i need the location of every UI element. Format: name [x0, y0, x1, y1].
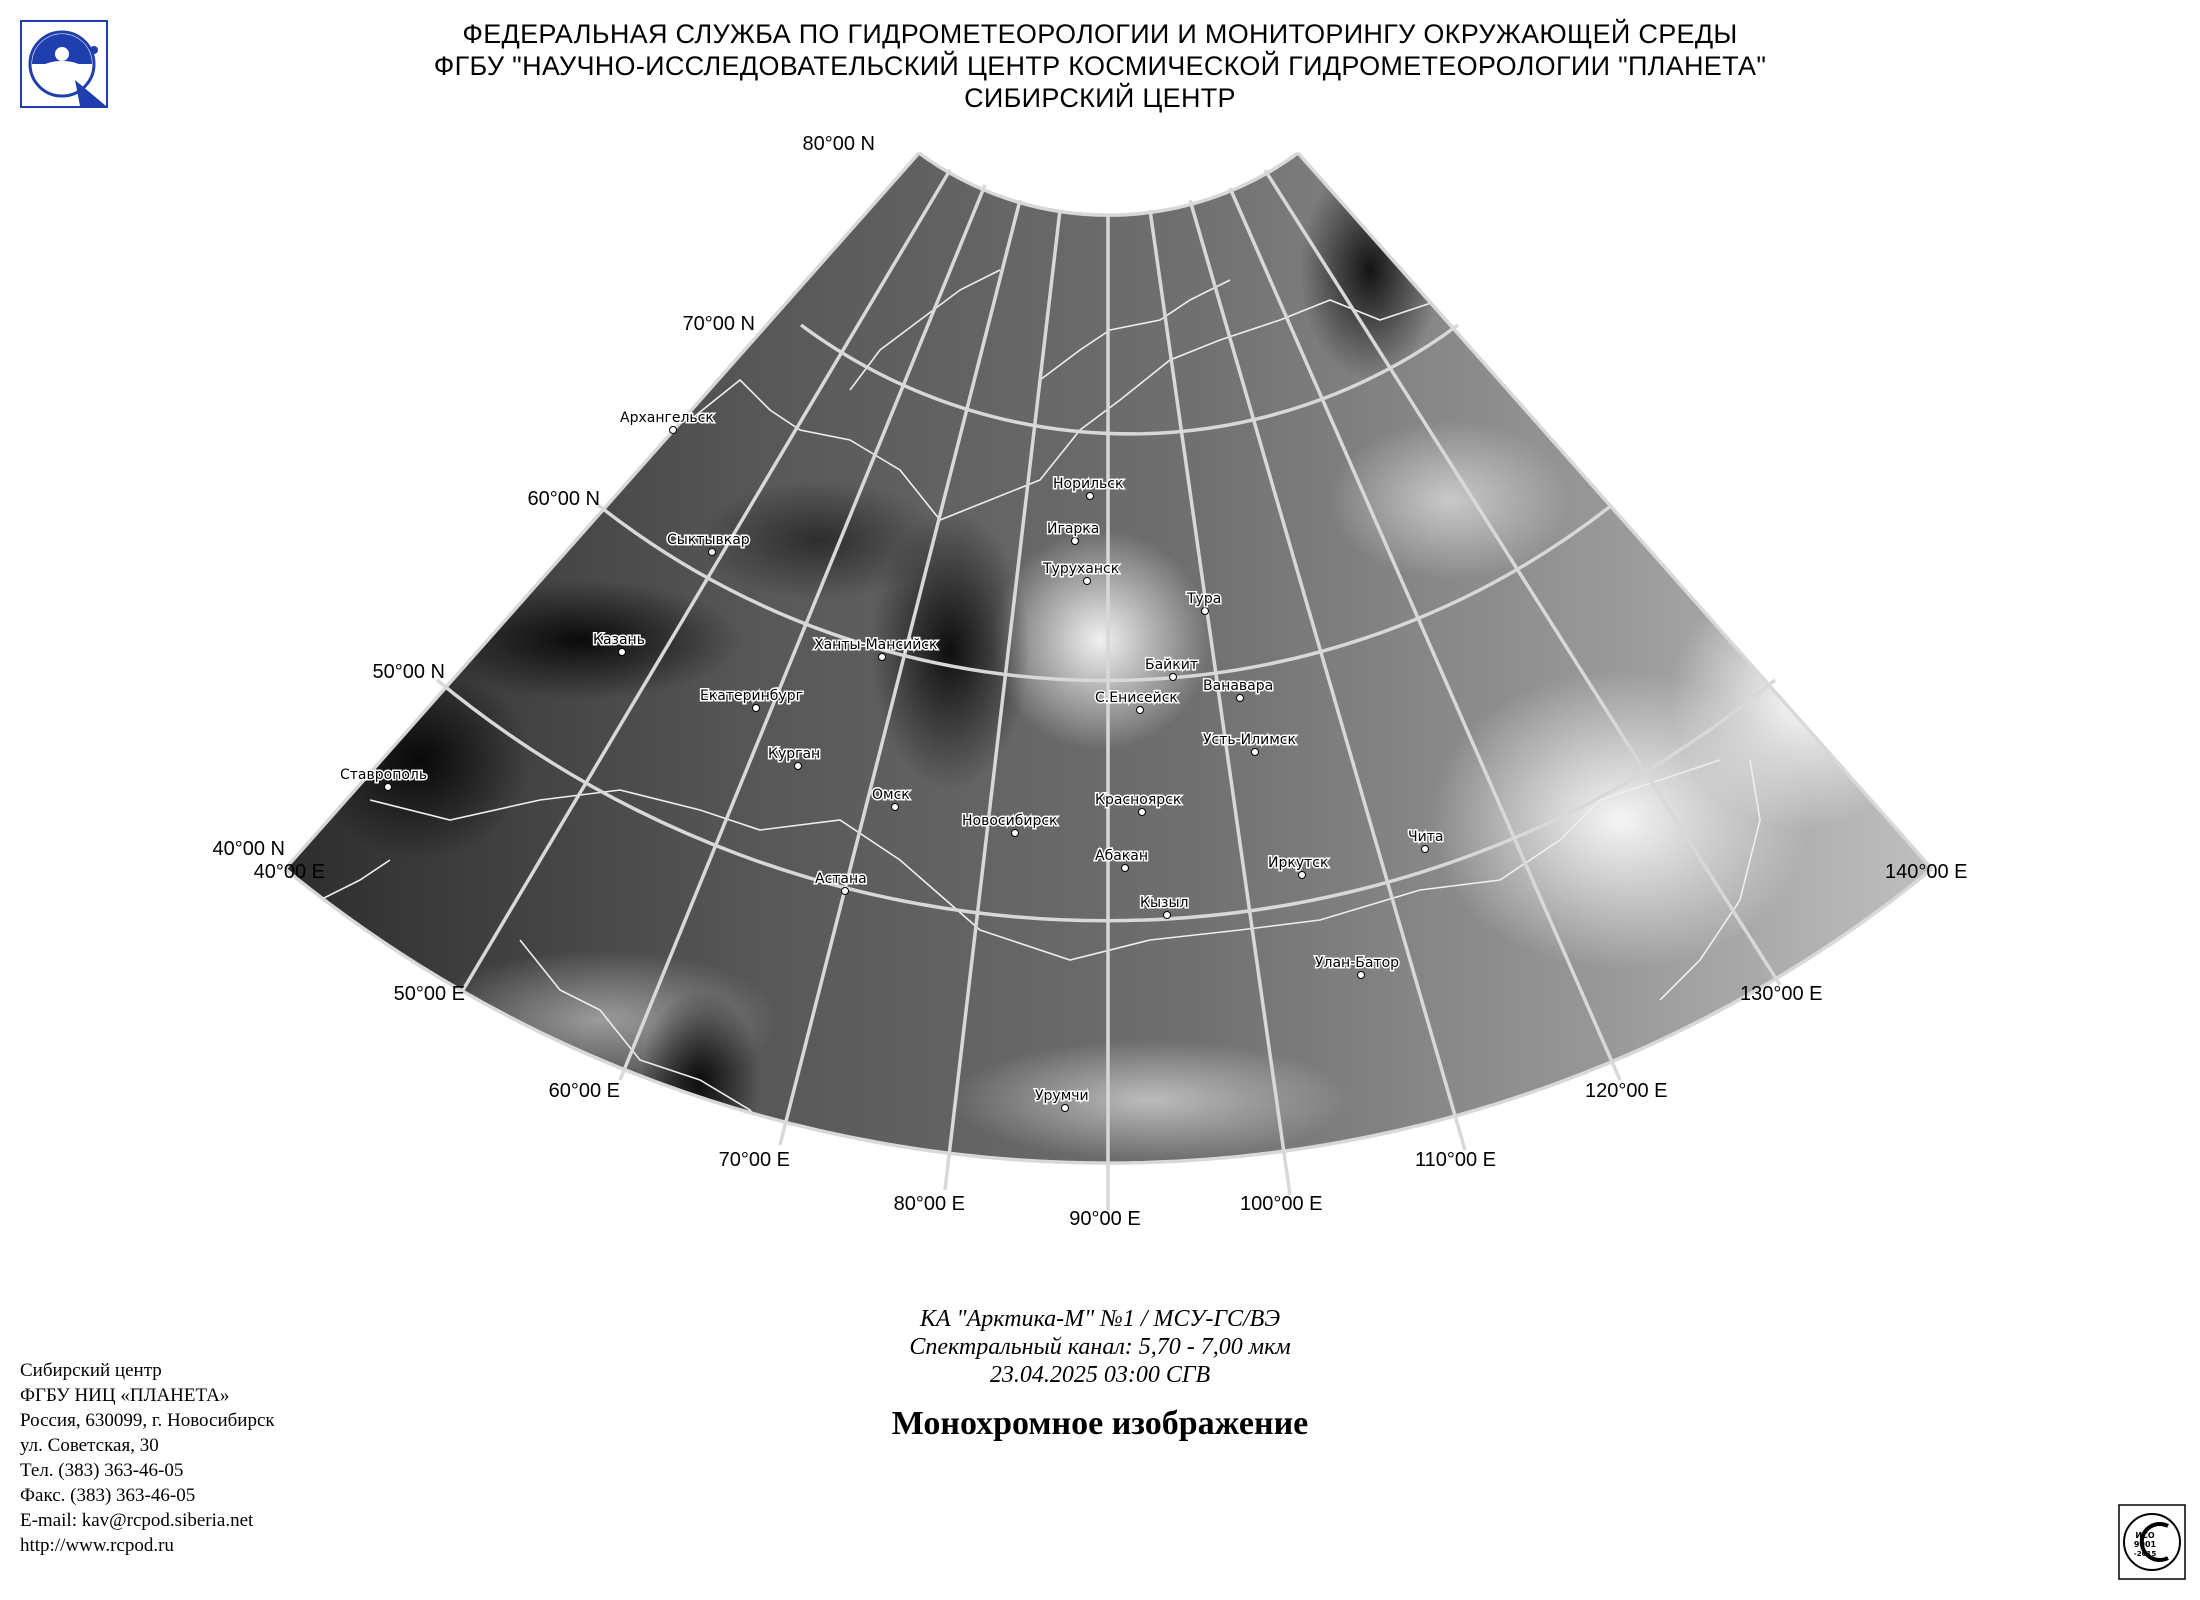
caption-channel: Спектральный канал: 5,70 - 7,00 мкм — [909, 1334, 1291, 1360]
header-line-agency: ФЕДЕРАЛЬНАЯ СЛУЖБА ПО ГИДРОМЕТЕОРОЛОГИИ И МОНИТОРИНГУ ОКРУЖАЮЩЕЙ СРЕДЫ — [462, 19, 1738, 49]
phone-line: Тел. (383) 363-46-05 — [20, 1460, 184, 1481]
address-line: Сибирский центр — [20, 1360, 162, 1381]
caption-datetime: 23.04.2025 03:00 СГВ — [989, 1362, 1211, 1388]
lon-label-100: 100°00 E — [1240, 1193, 1323, 1215]
city-khanty-mansiysk: Ханты-Мансийск — [814, 637, 938, 653]
city-norilsk: Норильск — [1053, 476, 1124, 492]
city-astana: Астана — [815, 871, 867, 887]
city-s-yeniseysk: С.Енисейск — [1095, 690, 1178, 706]
city-kazan: Казань — [593, 632, 645, 648]
city-arkhangelsk: Архангельск — [620, 410, 714, 426]
city-tura: Тура — [1187, 591, 1222, 607]
website-line: http://www.rcpod.ru — [20, 1535, 174, 1556]
lon-label-50: 50°00 E — [393, 983, 465, 1005]
city-syktyvkar: Сыктывкар — [667, 532, 750, 548]
iso-certification-badge — [2118, 1504, 2186, 1580]
city-turukhansk: Туруханск — [1043, 561, 1120, 577]
lon-label-140: 140°00 E — [1885, 861, 1968, 883]
city-irkutsk: Иркутск — [1268, 855, 1329, 871]
city-stavropol: Ставрополь — [340, 767, 428, 783]
header-line-institute: ФГБУ "НАУЧНО-ИССЛЕДОВАТЕЛЬСКИЙ ЦЕНТР КОСМИЧЕСКОЙ ГИДРОМЕТЕОРОЛОГИИ "ПЛАНЕТА" — [433, 51, 1767, 81]
lat-label-40: 40°00 N — [212, 838, 285, 860]
lon-label-60: 60°00 E — [548, 1080, 620, 1102]
caption-satellite: КА "Арктика-М" №1 / МСУ-ГС/ВЭ — [919, 1306, 1281, 1332]
lon-label-70: 70°00 E — [718, 1149, 790, 1171]
lat-label-50: 50°00 N — [372, 661, 445, 683]
city-vanavara: Ванавара — [1203, 678, 1274, 694]
lon-label-110: 110°00 E — [1415, 1149, 1497, 1171]
contact-address — [20, 1358, 275, 1558]
address-line: ул. Советская, 30 — [20, 1435, 159, 1456]
city-ust-ilimsk: Усть-Илимск — [1203, 732, 1296, 748]
lon-label-80: 80°00 E — [893, 1193, 965, 1215]
lon-label-40: 40°00 E — [253, 861, 325, 883]
image-caption — [700, 1305, 1500, 1389]
email-line: E-mail: kav@rcpod.siberia.net — [20, 1510, 254, 1531]
city-kurgan: Курган — [768, 746, 821, 762]
city-omsk: Омск — [872, 787, 910, 803]
iso-text-1: ИСО — [2135, 1531, 2155, 1540]
city-urumqi: Урумчи — [1035, 1088, 1089, 1104]
iso-text-3: -2015 — [2133, 1550, 2157, 1558]
lat-label-60: 60°00 N — [527, 488, 600, 510]
city-yekaterinburg: Екатеринбург — [700, 688, 803, 704]
iso-text-2: 9001 — [2133, 1540, 2157, 1549]
header-line-center: СИБИРСКИЙ ЦЕНТР — [964, 83, 1236, 113]
city-krasnoyarsk: Красноярск — [1095, 792, 1182, 808]
city-kyzyl: Кызыл — [1140, 895, 1189, 911]
lon-label-120: 120°00 E — [1585, 1080, 1668, 1102]
city-baykit: Байкит — [1145, 657, 1198, 673]
city-chita: Чита — [1408, 829, 1444, 845]
city-novosibirsk: Новосибирск — [962, 813, 1058, 829]
image-title: Монохромное изображение — [891, 1405, 1309, 1442]
lon-label-90: 90°00 E — [1069, 1208, 1141, 1230]
address-line: Россия, 630099, г. Новосибирск — [20, 1410, 275, 1431]
lat-label-80: 80°00 N — [802, 133, 875, 155]
fax-line: Факс. (383) 363-46-05 — [20, 1485, 196, 1506]
city-ulaanbaatar: Улан-Батор — [1315, 955, 1400, 971]
lon-label-130: 130°00 E — [1740, 983, 1823, 1005]
city-abakan: Абакан — [1095, 848, 1148, 864]
lat-label-70: 70°00 N — [682, 313, 755, 335]
city-igarka: Игарка — [1047, 521, 1100, 537]
address-line: ФГБУ НИЦ «ПЛАНЕТА» — [20, 1385, 230, 1406]
